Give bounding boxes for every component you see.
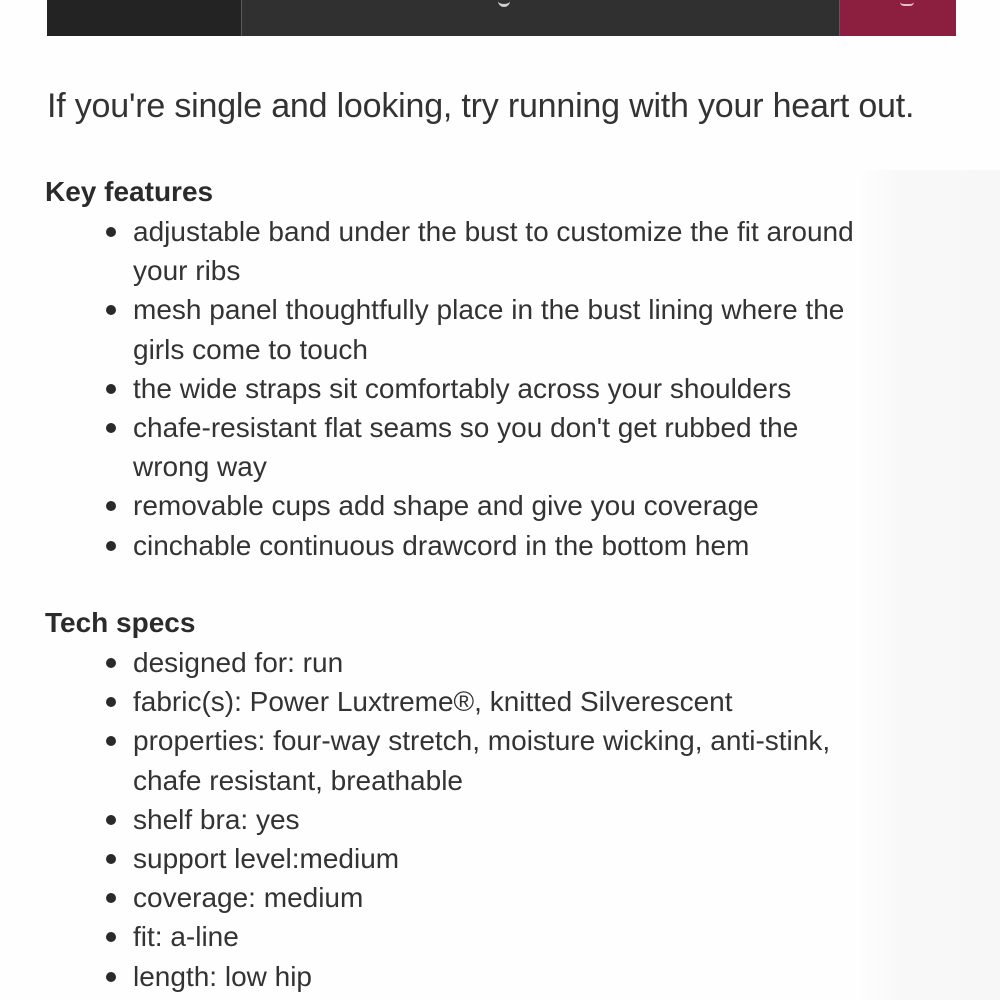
list-item (104, 486, 864, 525)
spec-text: properties: four-way stretch, moisture wicking, anti-stink, chafe resistant, breathable (133, 725, 831, 796)
bullet-icon (106, 932, 116, 942)
bullet-icon (106, 736, 116, 746)
list-item (104, 721, 864, 799)
bullet-icon (106, 423, 116, 433)
side-shadow (858, 170, 1000, 1000)
bullet-icon (106, 305, 116, 315)
cart-icon (900, 0, 914, 6)
bullet-icon (106, 384, 116, 394)
bullet-icon (106, 972, 116, 982)
list-item (104, 408, 864, 486)
spec-text: coverage: medium (133, 882, 364, 914)
key-features-list (104, 212, 864, 565)
spec-text: designed for: run (133, 647, 344, 678)
bullet-icon (106, 501, 116, 511)
bullet-icon (106, 893, 116, 903)
spec-text: support level:medium (133, 843, 400, 875)
list-item (104, 212, 864, 290)
list-item (104, 839, 864, 878)
bullet-icon (106, 697, 116, 707)
nav-middle-segment[interactable] (242, 0, 839, 36)
product-tagline: If you're single and looking, try running with your heart out. (47, 87, 915, 125)
feature-text: mesh panel thoughtfully place in the bust lining where the girls come to touch (133, 294, 845, 365)
feature-text: adjustable band under the bust to customize the fit around your ribs (133, 216, 854, 287)
feature-text: removable cups add shape and give you coverage (133, 490, 759, 522)
bullet-icon (106, 854, 116, 864)
list-item (104, 957, 864, 996)
list-item (104, 800, 864, 839)
spec-text: fit: a-line (133, 921, 239, 953)
list-item (104, 369, 864, 408)
spec-text: fabric(s): Power Luxtreme®, knitted Silverescent (133, 686, 733, 718)
spec-text: length: low hip (133, 960, 313, 992)
top-navigation-bar (47, 0, 956, 36)
tech-specs-heading: Tech specs (45, 607, 196, 638)
tab-glyph-icon (498, 0, 510, 7)
list-item (104, 878, 864, 917)
key-features-heading: Key features (45, 176, 214, 207)
feature-text: chafe-resistant flat seams so you don't get rubbed the wrong way (133, 412, 799, 483)
bullet-icon (106, 541, 116, 551)
bullet-icon (106, 815, 116, 825)
bullet-icon (106, 658, 116, 668)
list-item (104, 290, 864, 368)
nav-cart-button[interactable] (839, 0, 956, 36)
list-item (104, 526, 864, 565)
list-item (104, 682, 864, 721)
tech-specs-list (104, 643, 864, 996)
spec-text: shelf bra: yes (133, 803, 300, 835)
list-item (104, 643, 864, 682)
list-item (104, 917, 864, 956)
nav-left-segment[interactable] (47, 0, 242, 36)
bullet-icon (106, 227, 116, 237)
feature-text: the wide straps sit comfortably across your shoulders (133, 372, 792, 404)
feature-text: cinchable continuous drawcord in the bottom hem (133, 529, 750, 561)
